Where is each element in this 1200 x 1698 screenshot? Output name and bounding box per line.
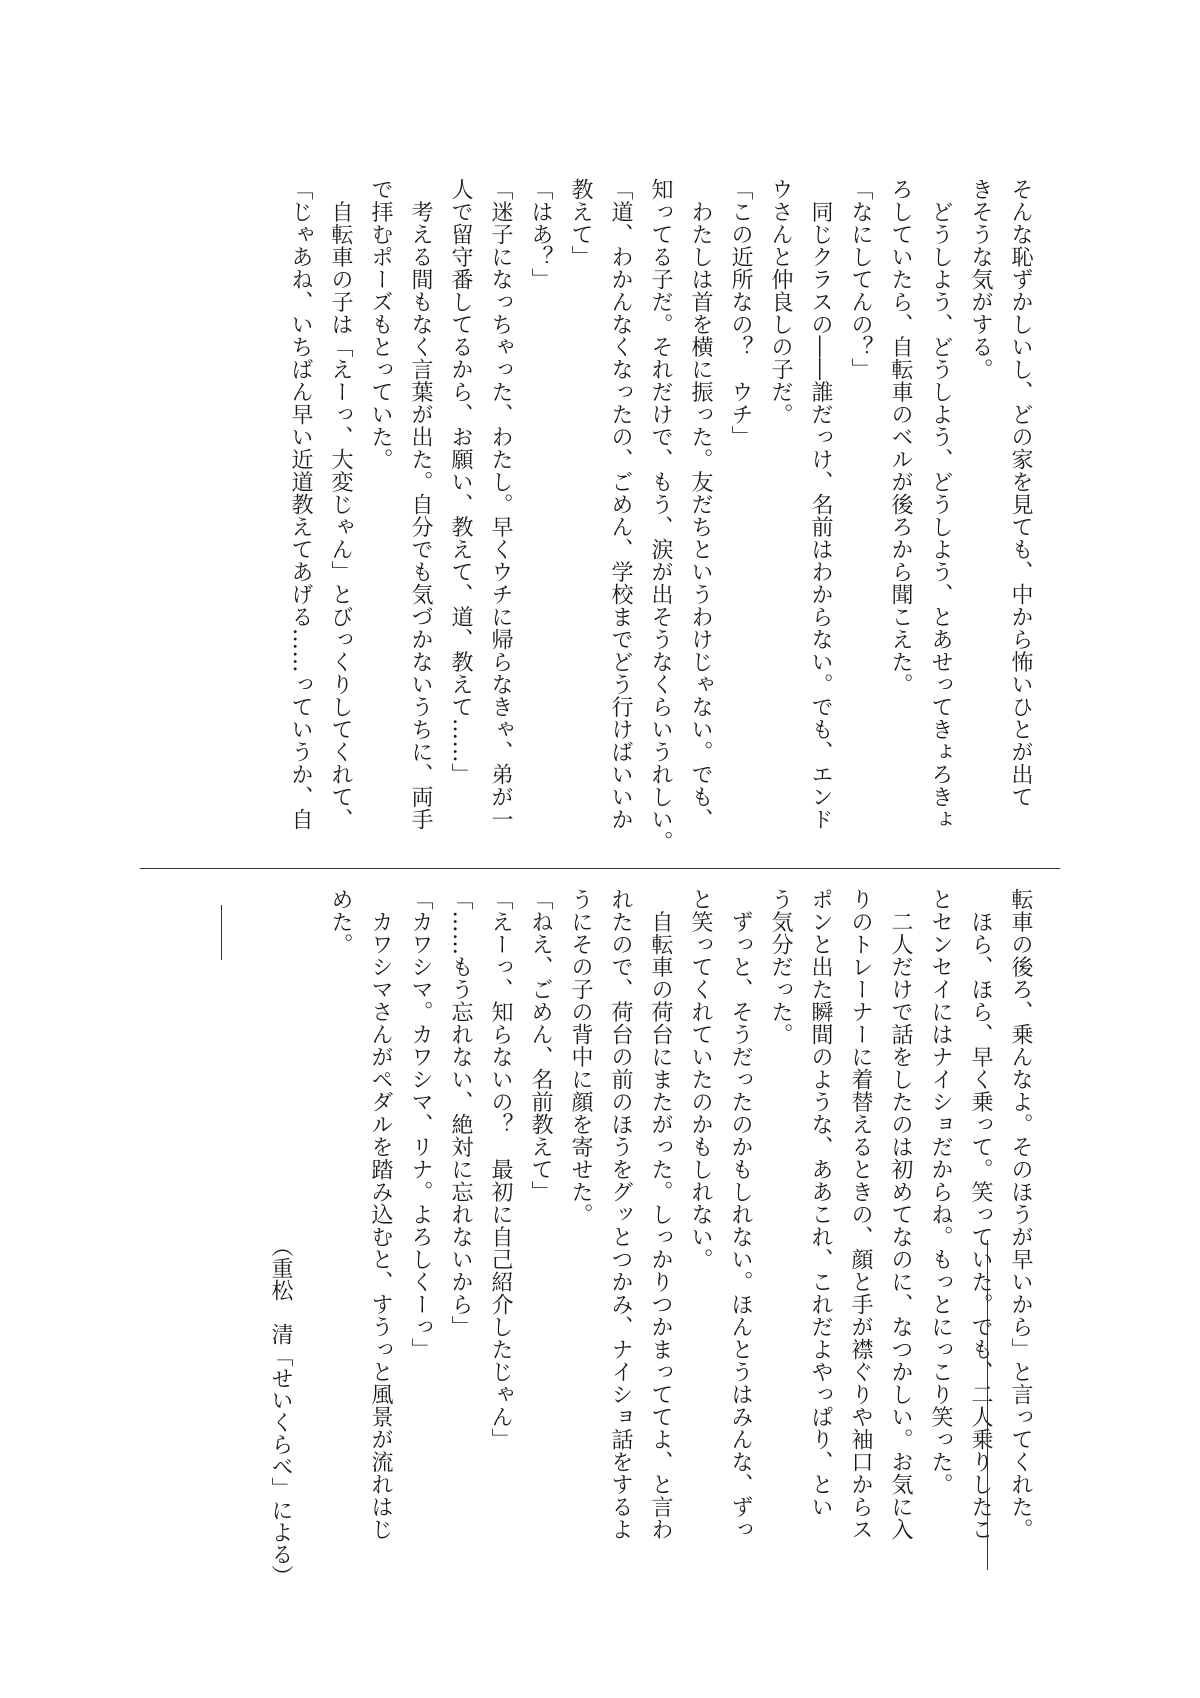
story-text-lower	[320, 888, 1040, 1548]
text-line: めた。	[328, 888, 353, 956]
text-line: で拝むポーズもとっていた。	[368, 178, 393, 471]
text-line: わたしは首を横に振った。友だちというわけじゃない。でも、	[688, 178, 713, 831]
text-line: と笑ってくれていたのかもしれない。	[688, 888, 713, 1271]
text-line: 転車の後ろ、乗んなよ。そのほうが早いから」と言ってくれた。	[1008, 888, 1033, 1541]
text-line: 「ねえ、ごめん、名前教えて」	[528, 888, 553, 1203]
text-line: ろしていたら、自転車のベルが後ろから聞こえた。	[888, 178, 913, 696]
text-line: 考える間もなく言葉が出た。自分でも気づかないうちに、両手	[408, 178, 433, 831]
text-line: 「迷子になっちゃった、わたし。早くウチに帰らなきゃ、弟が一	[488, 178, 513, 831]
text-line: うにその子の背中に顔を寄せた。	[568, 888, 593, 1226]
text-line: ずっと、そうだったのかもしれない。ほんとうはみんな、ずっ	[728, 888, 753, 1541]
source-citation: （重松 清「せいくらべ」による）	[268, 1235, 293, 1587]
text-line: ほら、ほら、早く乗って。笑っていた。でも、二人乗りしたこ	[968, 888, 993, 1541]
text-line: 「じゃあね、いちばん早い近道教えてあげる……っていうか、自	[288, 178, 313, 831]
section-divider	[140, 868, 1060, 869]
text-line: れたので、荷台の前のほうをグッとつかみ、ナイショ話をするよ	[608, 888, 633, 1541]
text-line: 教えて」	[568, 178, 593, 268]
text-line: 「えーっ、知らないの？ 最初に自己紹介したじゃん」	[488, 888, 513, 1451]
story-text-upper	[280, 178, 1040, 853]
text-line: 二人だけで話をしたのは初めてなのに、なつかしい。お気に入	[888, 888, 913, 1541]
text-line: ポンと出た瞬間のような、ああこれ、これだよやっぱり、とい	[808, 888, 833, 1518]
text-line: 「道、わかんなくなったの、ごめん、学校までどう行けばいいか	[608, 178, 633, 831]
sideline-mark	[987, 1240, 988, 1570]
text-line: 自転車の荷台にまたがった。しっかりつかまっててよ、と言わ	[648, 888, 673, 1541]
text-line: きそうな気がする。	[968, 178, 993, 381]
text-line: 「はあ？」	[528, 178, 553, 291]
text-line: 知ってる子だ。それだけで、もう、涙が出そうなくらいうれしい。	[648, 178, 673, 853]
text-line: ウさんと仲良しの子だ。	[768, 178, 793, 426]
sideline-mark	[221, 905, 222, 960]
text-line: 「カワシマ。カワシマ、リナ。よろしくーっ」	[408, 888, 433, 1361]
text-line: 自転車の子は「えーっ、大変じゃん」とびっくりしてくれて、	[328, 178, 353, 831]
text-line: 「この近所なの？ ウチ」	[728, 178, 753, 448]
text-line: カワシマさんがペダルを踏み込むと、すうっと風景が流れはじ	[368, 888, 393, 1541]
text-line: どうしよう、どうしよう、どうしよう、とあせってきょろきょ	[928, 178, 953, 831]
text-line: とセンセイにはナイショだからね。もっとにっこり笑った。	[928, 888, 953, 1496]
text-line: そんな恥ずかしいし、どの家を見ても、中から怖いひとが出て	[1008, 178, 1033, 808]
text-line: りのトレーナーに着替えるときの、顔と手が襟ぐりや袖口からス	[848, 888, 873, 1541]
text-line: う気分だった。	[768, 888, 793, 1046]
text-line: 「なにしてんの？」	[848, 178, 873, 381]
text-line: 人で留守番してるから、お願い、教えて、道、教えて……」	[448, 178, 473, 786]
text-line: 「……もう忘れない、絶対に忘れないから」	[448, 888, 473, 1338]
text-line: 同じクラスの――誰だっけ、名前はわからない。でも、エンド	[808, 178, 833, 831]
